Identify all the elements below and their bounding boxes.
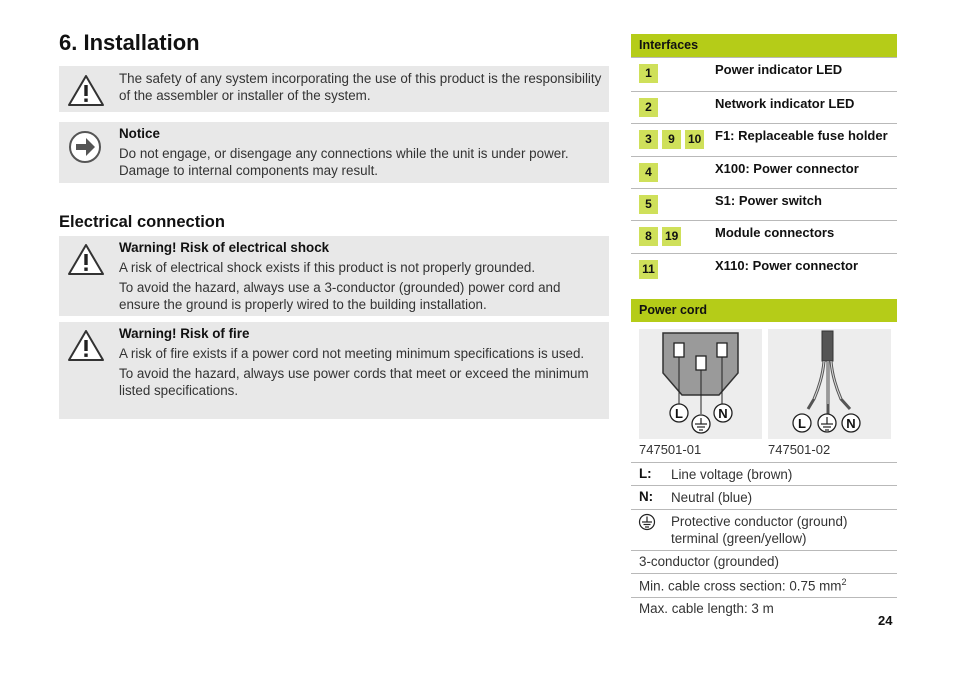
legend-key: L: [639, 466, 652, 481]
notice-title: Notice [119, 126, 160, 141]
page-title: 6. Installation [59, 30, 200, 55]
spec-row [631, 574, 897, 598]
spec-cross-section-superscript: 2 [841, 577, 847, 587]
spec-conductor: 3-conductor (grounded) [639, 554, 779, 569]
interface-label: Network indicator LED [715, 96, 855, 111]
spec-cross-section [639, 577, 846, 593]
image-caption: 747501-01 [639, 442, 702, 457]
fire-warning-text: A risk of fire exists if a power cord not meeting minimum specifications is used. [119, 346, 585, 361]
image-caption: 747501-02 [768, 442, 831, 457]
section-heading: Electrical connection [59, 213, 225, 231]
notice-text: Do not engage, or disengage any connections while the unit is under power. Damage to internal components may result. [119, 146, 569, 178]
cable-wires-diagram [768, 329, 891, 439]
callout-badge: 2 [639, 98, 658, 117]
shock-warning-instruction: To avoid the hazard, always use a 3-conductor (grounded) power cord and ensure the ground is properly wired to the building installation. [119, 280, 561, 312]
interface-label: X100: Power connector [715, 161, 859, 176]
warning-icon [67, 242, 105, 281]
callout-badge: 8 [639, 227, 658, 246]
callout-badge: 10 [685, 130, 704, 149]
interface-row [631, 124, 897, 157]
line-terminal-label: L [798, 416, 806, 431]
spec-cross-section-text: Min. cable cross section: 0.75 mm [639, 578, 842, 594]
connector-socket-diagram [639, 329, 762, 439]
power-cord-header: Power cord [631, 299, 897, 322]
warning-icon [67, 328, 105, 367]
interface-row [631, 221, 897, 254]
interface-label: S1: Power switch [715, 193, 822, 208]
shock-warning-title: Warning! Risk of electrical shock [119, 240, 330, 255]
legend-value: Neutral (blue) [671, 490, 753, 505]
warning-icon [67, 73, 105, 112]
interface-row [631, 254, 897, 286]
interface-label: F1: Replaceable fuse holder [715, 128, 888, 143]
interface-label: Power indicator LED [715, 62, 843, 77]
callout-badge: 3 [639, 130, 658, 149]
spec-row [631, 551, 897, 574]
page-number: 24 [878, 613, 893, 628]
fire-warning-instruction: To avoid the hazard, always use power cords that meet or exceed the minimum listed specifications. [119, 366, 589, 398]
safety-note-box [59, 66, 609, 112]
callout-badge: 9 [662, 130, 681, 149]
shock-warning-box [59, 236, 609, 316]
ground-symbol-icon [638, 513, 656, 534]
interface-row [631, 57, 897, 92]
callout-badge: 19 [662, 227, 681, 246]
interfaces-header: Interfaces [631, 34, 897, 57]
legend-row [631, 462, 897, 486]
callout-badge: 11 [639, 260, 658, 279]
legend-key: N: [639, 489, 654, 504]
shock-warning-text: A risk of electrical shock exists if this product is not properly grounded. [119, 260, 536, 275]
fire-warning-title: Warning! Risk of fire [119, 326, 250, 341]
interface-row [631, 157, 897, 189]
legend-row [631, 510, 897, 551]
notice-box [59, 122, 609, 183]
interface-row [631, 189, 897, 221]
interface-label: X110: Power connector [715, 258, 859, 273]
callout-badge: 5 [639, 195, 658, 214]
line-terminal-label: L [675, 406, 683, 421]
callout-badge: 4 [639, 163, 658, 182]
arrow-right-circle-icon [67, 129, 103, 170]
spec-row [631, 598, 897, 622]
spec-length: Max. cable length: 3 m [639, 601, 774, 616]
legend-value: Protective conductor (ground) terminal (green/yellow) [671, 514, 848, 546]
interface-label: Module connectors [715, 225, 835, 240]
fire-warning-box [59, 322, 609, 419]
legend-value: Line voltage (brown) [671, 467, 793, 482]
neutral-terminal-label: N [718, 406, 728, 421]
legend-row [631, 486, 897, 510]
callout-badge: 1 [639, 64, 658, 83]
interface-row [631, 92, 897, 124]
neutral-terminal-label: N [846, 416, 856, 431]
safety-note-text: The safety of any system incorporating the use of this product is the responsibility of the assembler or installer of the system. [119, 71, 602, 103]
